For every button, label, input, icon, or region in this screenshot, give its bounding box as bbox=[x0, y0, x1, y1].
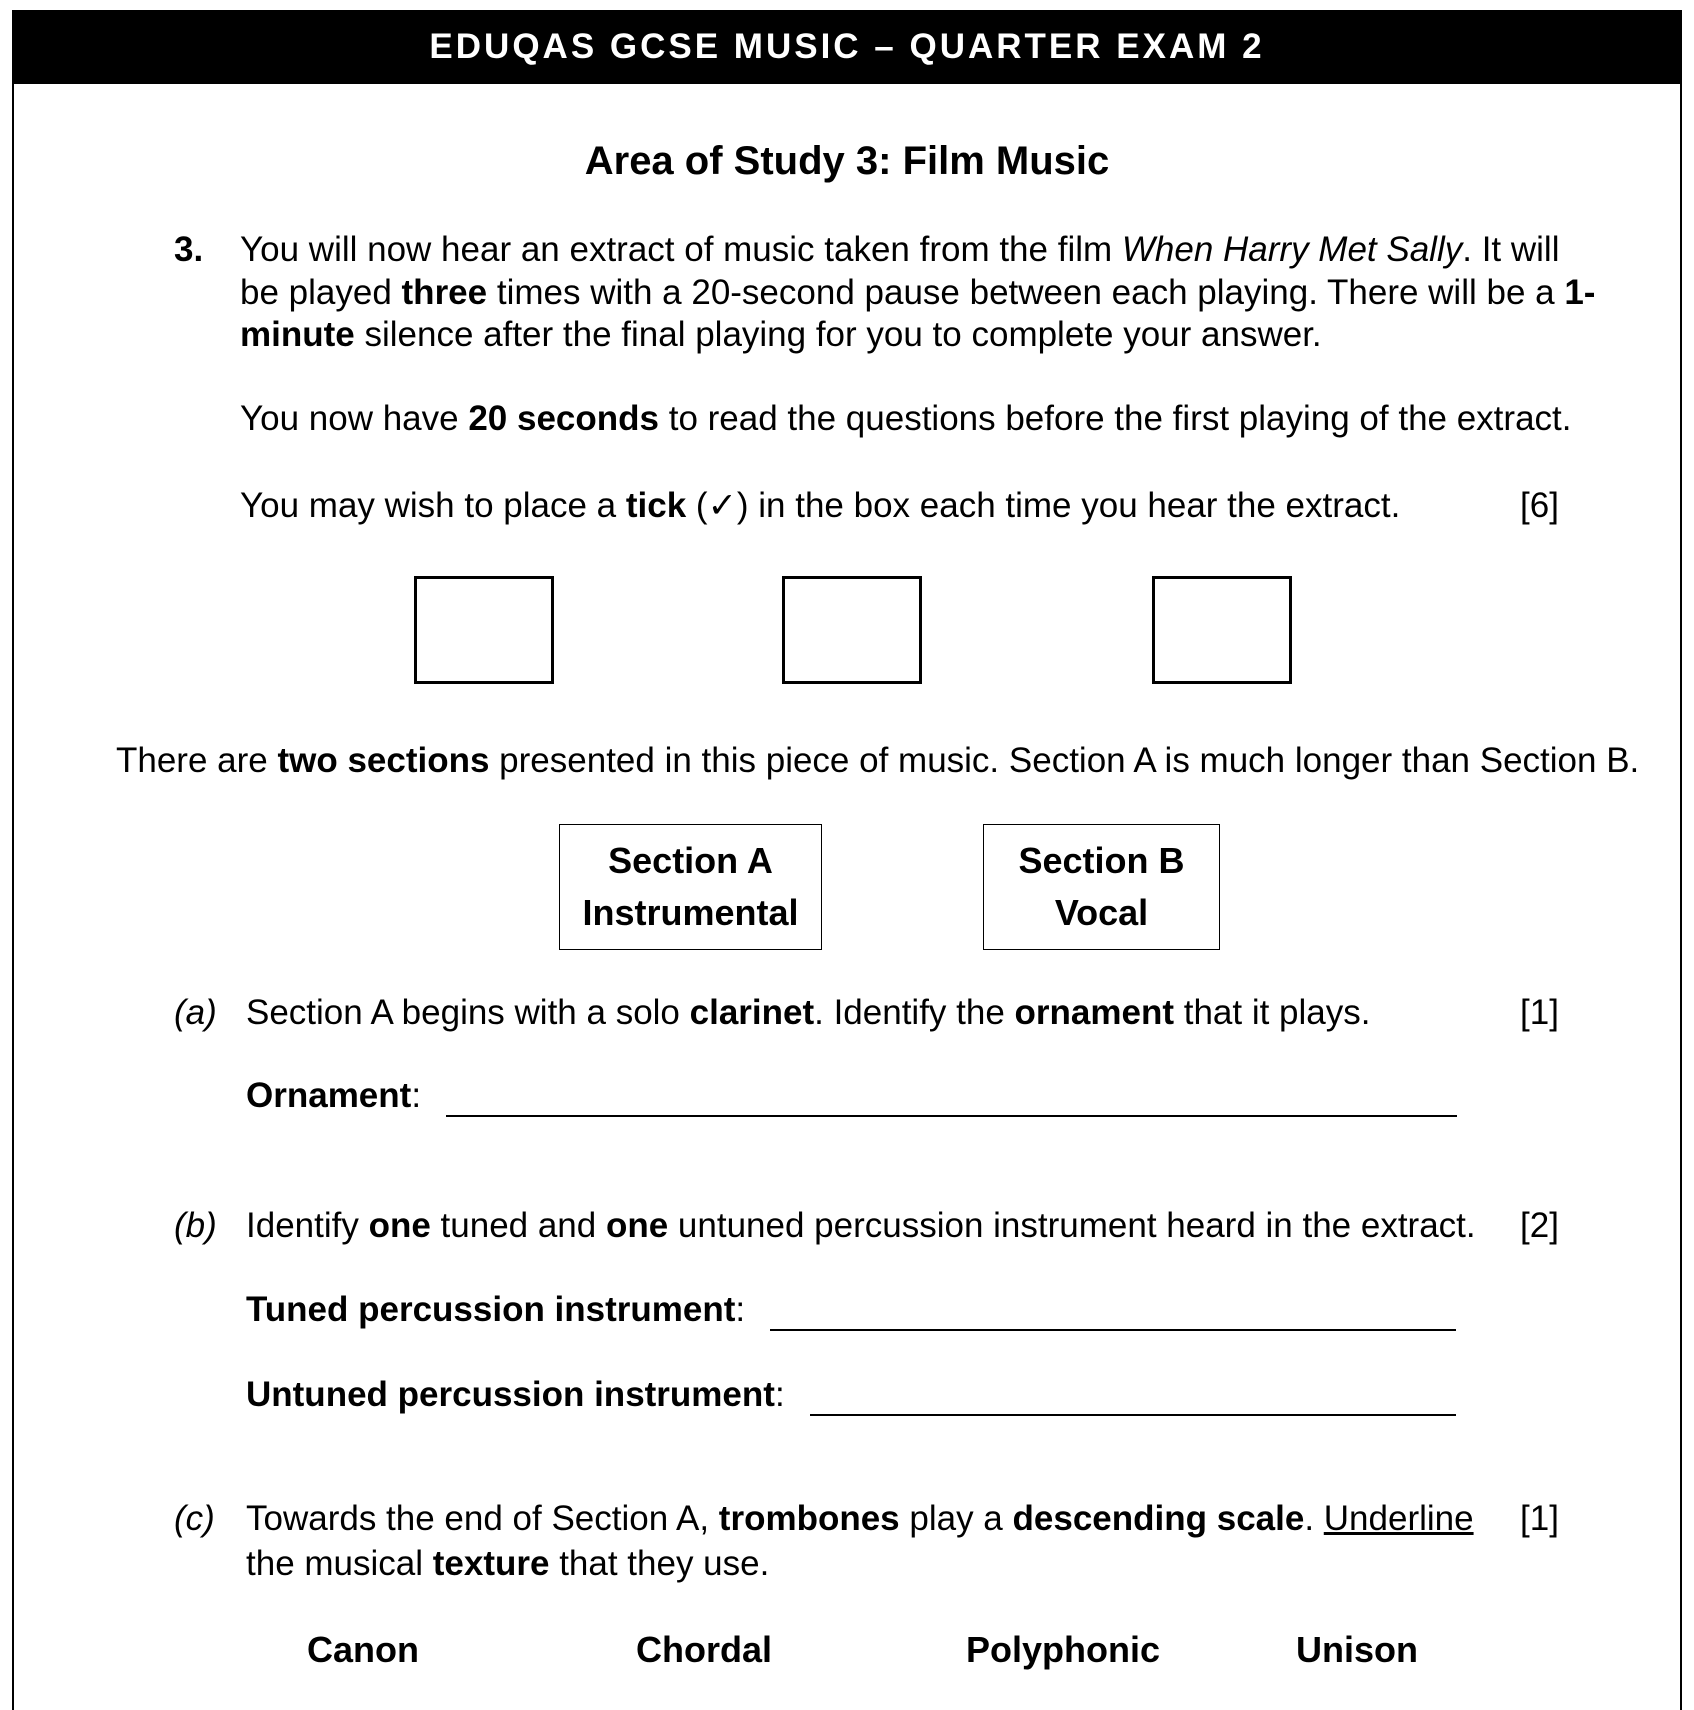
section-b-title: Section B bbox=[1018, 840, 1185, 881]
question-intro-line-1: You will now hear an extract of music taken from the film When Harry Met Sally. It will bbox=[240, 230, 1560, 269]
tick-instruction: You may wish to place a tick (✓) in the box each time you hear the extract. bbox=[240, 486, 1401, 525]
tick-box-playing-1[interactable] bbox=[414, 576, 554, 684]
untuned-percussion-answer-line[interactable] bbox=[810, 1414, 1456, 1416]
tuned-percussion-label: Tuned percussion instrument: bbox=[246, 1290, 746, 1329]
film-title: When Harry Met Sally bbox=[1121, 230, 1463, 269]
part-b-question: Identify one tuned and one untuned percussion instrument heard in the extract. bbox=[246, 1206, 1476, 1245]
texture-option-canon[interactable]: Canon bbox=[307, 1629, 419, 1670]
texture-option-polyphonic[interactable]: Polyphonic bbox=[966, 1629, 1161, 1670]
part-a-marks: [1] bbox=[1520, 993, 1559, 1032]
untuned-percussion-label: Untuned percussion instrument: bbox=[246, 1375, 785, 1414]
part-c-marks: [1] bbox=[1520, 1499, 1559, 1538]
section-b-subtitle: Vocal bbox=[1054, 892, 1149, 933]
part-c-label: (c) bbox=[174, 1499, 215, 1538]
part-a-question: Section A begins with a solo clarinet. Identify the ornament that it plays. bbox=[246, 993, 1371, 1032]
part-b-marks: [2] bbox=[1520, 1206, 1559, 1245]
reading-time-instruction: You now have 20 seconds to read the questions before the first playing of the extract. bbox=[240, 399, 1572, 438]
part-c-question-line-2: the musical texture that they use. bbox=[246, 1544, 770, 1583]
part-b-label: (b) bbox=[174, 1206, 217, 1245]
texture-option-unison[interactable]: Unison bbox=[1296, 1629, 1418, 1670]
question-intro-line-3: minute silence after the final playing for you to complete your answer. bbox=[240, 315, 1322, 354]
section-a-subtitle: Instrumental bbox=[582, 892, 799, 933]
part-c-question-line-1: Towards the end of Section A, trombones play a descending scale. Underline bbox=[246, 1499, 1474, 1538]
part-a-label: (a) bbox=[174, 993, 217, 1032]
section-b-box bbox=[983, 824, 1220, 950]
section-a-title: Section A bbox=[608, 840, 773, 881]
texture-option-chordal[interactable]: Chordal bbox=[636, 1629, 773, 1670]
question-intro-line-2: be played three times with a 20-second pause between each playing. There will be a 1- bbox=[240, 273, 1596, 312]
ornament-answer-line[interactable] bbox=[446, 1115, 1457, 1117]
question-marks: [6] bbox=[1520, 486, 1559, 525]
ornament-label: Ornament: bbox=[246, 1076, 422, 1115]
tuned-percussion-answer-line[interactable] bbox=[770, 1329, 1456, 1331]
section-a-box bbox=[559, 824, 822, 950]
tick-box-playing-3[interactable] bbox=[1152, 576, 1292, 684]
sections-intro: There are two sections presented in this piece of music. Section A is much longer than Section B. bbox=[116, 741, 1640, 780]
exam-header bbox=[12, 10, 1682, 84]
question-number: 3. bbox=[174, 230, 204, 269]
page-title: Area of Study 3: Film Music bbox=[584, 139, 1110, 183]
exam-title: EDUQAS GCSE MUSIC – QUARTER EXAM 2 bbox=[429, 27, 1265, 66]
tick-box-playing-2[interactable] bbox=[782, 576, 922, 684]
